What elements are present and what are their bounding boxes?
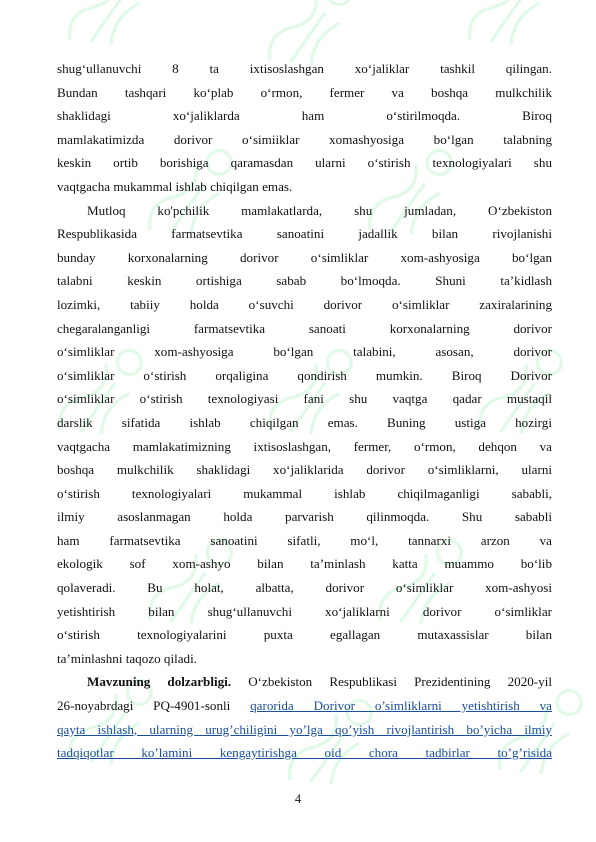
text-line: o‘simliklar o‘stirish orqaligina qondirish mumkin. Biroq Dorivor — [57, 367, 552, 383]
text-line: ta’minlashni taqozo qiladi. — [57, 650, 197, 666]
watermark-mark — [463, 0, 561, 61]
relevance-line-4 — [57, 741, 552, 765]
relevance-line-3 — [57, 718, 552, 742]
text-line: keskin ortib borishiga qaramasdan ularni o‘stirish texnologiyalari shu — [57, 155, 552, 171]
text-line: Bundan tashqari ko‘plab o‘rmon, fermer va boshqa mulkchilik — [57, 84, 552, 100]
text-line: o‘stirish texnologiyalari mukammal ishlab chiqilmaganligi sababli, — [57, 485, 552, 501]
body-text — [57, 57, 552, 765]
text-line: mamlakatimizda dorivor o‘simiiklar xomashyosiga bo‘lgan talabning — [57, 131, 552, 147]
text-line: vaqtgacha mamlakatimizning ixtisoslashgan, fermer, o‘rmon, dehqon va — [57, 438, 552, 454]
text-line: yetishtirish bilan shug‘ullanuvchi xo‘jaliklarni dorivor o‘simliklar — [57, 603, 552, 619]
text-line: Mutloq ko'pchilik mamlakatlarda, shu jumladan, O‘zbekiston — [87, 202, 552, 218]
relevance-line-2 — [57, 694, 552, 718]
text-line: o‘simliklar o‘stirish texnologiyasi fani shu vaqtga qadar mustaqil — [57, 391, 552, 407]
relevance-heading: Mavzuning dolzarbligi. — [87, 674, 232, 690]
text-line: shug‘ullanuvchi 8 ta ixtisoslashgan xo‘jaliklar tashkil qilingan. — [57, 61, 552, 76]
text-line: o‘stirish texnologiyalarini puxta egallagan mutaxassislar bilan — [57, 627, 552, 643]
text-line: talabni keskin ortishiga sabab bo‘lmoqda. Shuni ta’kidlash — [57, 273, 552, 289]
text-line: shaklidagi xo‘jaliklarda ham o‘stirilmoqda. Biroq — [57, 108, 552, 124]
text-line: vaqtgacha mukammal ishlab chiqilgan emas. — [57, 178, 293, 194]
text-line: chegaralanganligi farmatsevtika sanoati korxonalarning dorivor — [57, 320, 552, 336]
text-line: qolaveradi. Bu holat, albatta, dorivor o‘simliklar xom-ashyosi — [57, 580, 552, 596]
text-line: o‘simliklar xom-ashyosiga bo‘lgan talabini, asosan, dorivor — [57, 344, 552, 360]
relevance-text-1: O‘zbekiston Respublikasi Prezidentining 2020-yil — [231, 674, 552, 690]
text-line: darslik sifatida ishlab chiqilgan emas. Buning ustiga hozirgi — [57, 414, 552, 430]
text-line: ham farmatsevtika sanoatini sifatli, mo‘l, tannarxi arzon va — [57, 532, 552, 548]
watermark-mark — [63, 0, 161, 61]
text-line: lozimki, tabiiy holda o‘suvchi dorivor o‘simliklar zaxiralarining — [57, 296, 552, 312]
relevance-line-1 — [57, 670, 552, 694]
text-line: bunday korxonalarning dorivor o‘simliklar xom-ashyosiga bo‘lgan — [57, 249, 552, 265]
relevance-text-2: 26-noyabrdagi PQ-4901-sonli — [57, 698, 251, 714]
decree-link-2[interactable]: qayta ishlash, ularning urug’chiligini yo’lga qo’yish rivojlantirish bo’yicha ilmiy — [57, 721, 552, 737]
text-line: ekologik sof xom-ashyo bilan ta’minlash katta muammo bo‘lib — [57, 556, 552, 572]
text-line: boshqa mulkchilik shaklidagi xo‘jaliklarida dorivor o‘simliklarni, ularni — [57, 462, 552, 478]
decree-link-1[interactable]: qarorida Dorivor o’simliklarni yetishtirish va — [250, 698, 552, 714]
page-number: 4 — [294, 792, 302, 806]
text-line: ilmiy asoslanmagan holda parvarish qilinmoqda. Shu sababli — [57, 509, 552, 525]
paragraph-lines — [57, 57, 552, 670]
decree-link-3[interactable]: tadqiqotlar ko’lamini kengaytirishga oid chora tadbirlar to’g’risida — [57, 745, 552, 761]
text-line: Respublikasida farmatsevtika sanoatini jadallik bilan rivojlanishi — [57, 226, 552, 242]
